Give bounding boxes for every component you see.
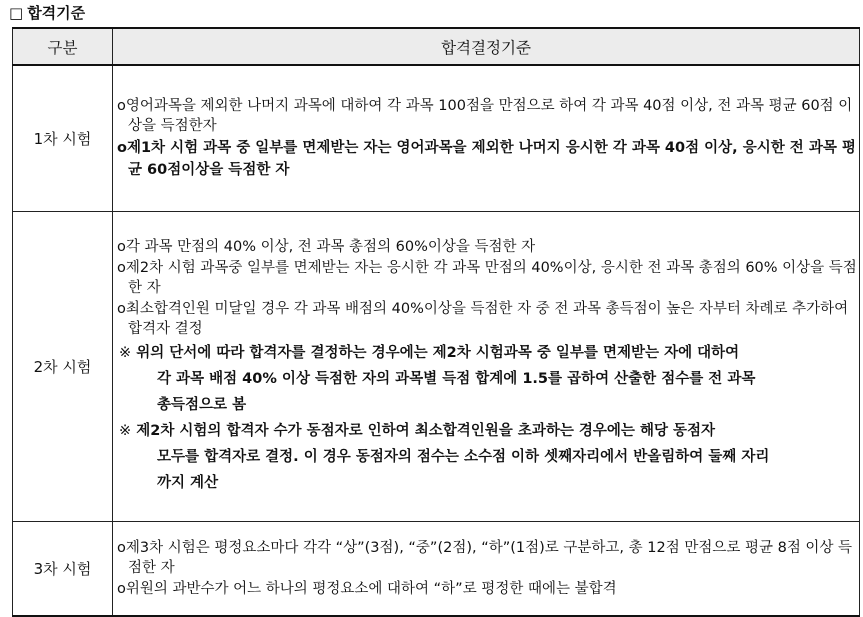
note-line: 제2차 시험의 합격자 수가 동점자로 인하여 최소합격인원을 초과하는 경우에는 해당 동점자	[136, 423, 716, 439]
criteria-item: o영어과목을 제외한 나머지 과목에 대하여 각 과목 100점을 만점으로 하여 각 과목 40점 이상, 전 과목 평균 60점 이상을 득점한자	[117, 97, 853, 134]
row-label-stage2: 2차 시험	[13, 211, 113, 521]
row-label-stage3: 3차 시험	[13, 521, 113, 616]
row-content-stage2	[113, 211, 860, 521]
note-mark: ※	[119, 423, 132, 439]
note-item	[113, 418, 859, 496]
criteria-item: o제2차 시험 과목중 일부를 면제받는 자는 응시한 각 과목 만점의 40%이상, 응시한 전 과목 총점의 60% 이상을 득점한 자	[117, 260, 857, 296]
note-line: 각 과목 배점 40% 이상 득점한 자의 과목별 득점 합계에 1.5를 곱하여 산출한 점수를 전 과목	[157, 371, 756, 387]
criteria-table	[12, 27, 860, 617]
row-stage1	[13, 65, 860, 211]
row-stage2	[13, 211, 860, 521]
row-content-stage1	[113, 65, 860, 211]
criteria-item: o각 과목 만점의 40% 이상, 전 과목 총점의 60%이상을 득점한 자	[117, 239, 536, 255]
header-criteria: 합격결정기준	[113, 28, 860, 65]
note-mark: ※	[119, 345, 132, 361]
row-content-stage3	[113, 521, 860, 616]
criteria-item: o위원의 과반수가 어느 하나의 평정요소에 대하여 “하”로 평정한 때에는 불합격	[117, 580, 617, 597]
section-title	[9, 3, 85, 23]
note-line: 총득점으로 봄	[157, 397, 247, 413]
note-line: 까지 계산	[157, 475, 219, 491]
checkbox-square-icon: □	[9, 4, 24, 22]
table-header-row	[13, 28, 860, 65]
note-item	[113, 340, 859, 418]
section-title-text: 합격기준	[27, 4, 86, 22]
criteria-item: o최소합격인원 미달일 경우 각 과목 배점의 40%이상을 득점한 자 중 전 과목 총득점이 높은 자부터 차례로 추가하여 합격자 결정	[117, 301, 849, 337]
criteria-item: o제1차 시험 과목 중 일부를 면제받는 자는 영어과목을 제외한 나머지 응시한 각 과목 40점 이상, 응시한 전 과목 평균 60점이상을 득점한 자	[117, 139, 856, 178]
row-label-stage1: 1차 시험	[13, 65, 113, 211]
note-line: 위의 단서에 따라 합격자를 결정하는 경우에는 제2차 시험과목 중 일부를 면제받는 자에 대하여	[136, 345, 740, 361]
header-category: 구분	[13, 28, 113, 65]
criteria-item: o제3차 시험은 평정요소마다 각각 “상”(3점), “중”(2점), “하”(1점)로 구분하고, 총 12점 만점으로 평균 8점 이상 득점한 자	[117, 539, 853, 576]
row-stage3	[13, 521, 860, 616]
note-line: 모두를 합격자로 결정. 이 경우 동점자의 점수는 소수점 이하 셋째자리에서 반올림하여 둘째 자리	[157, 449, 770, 465]
